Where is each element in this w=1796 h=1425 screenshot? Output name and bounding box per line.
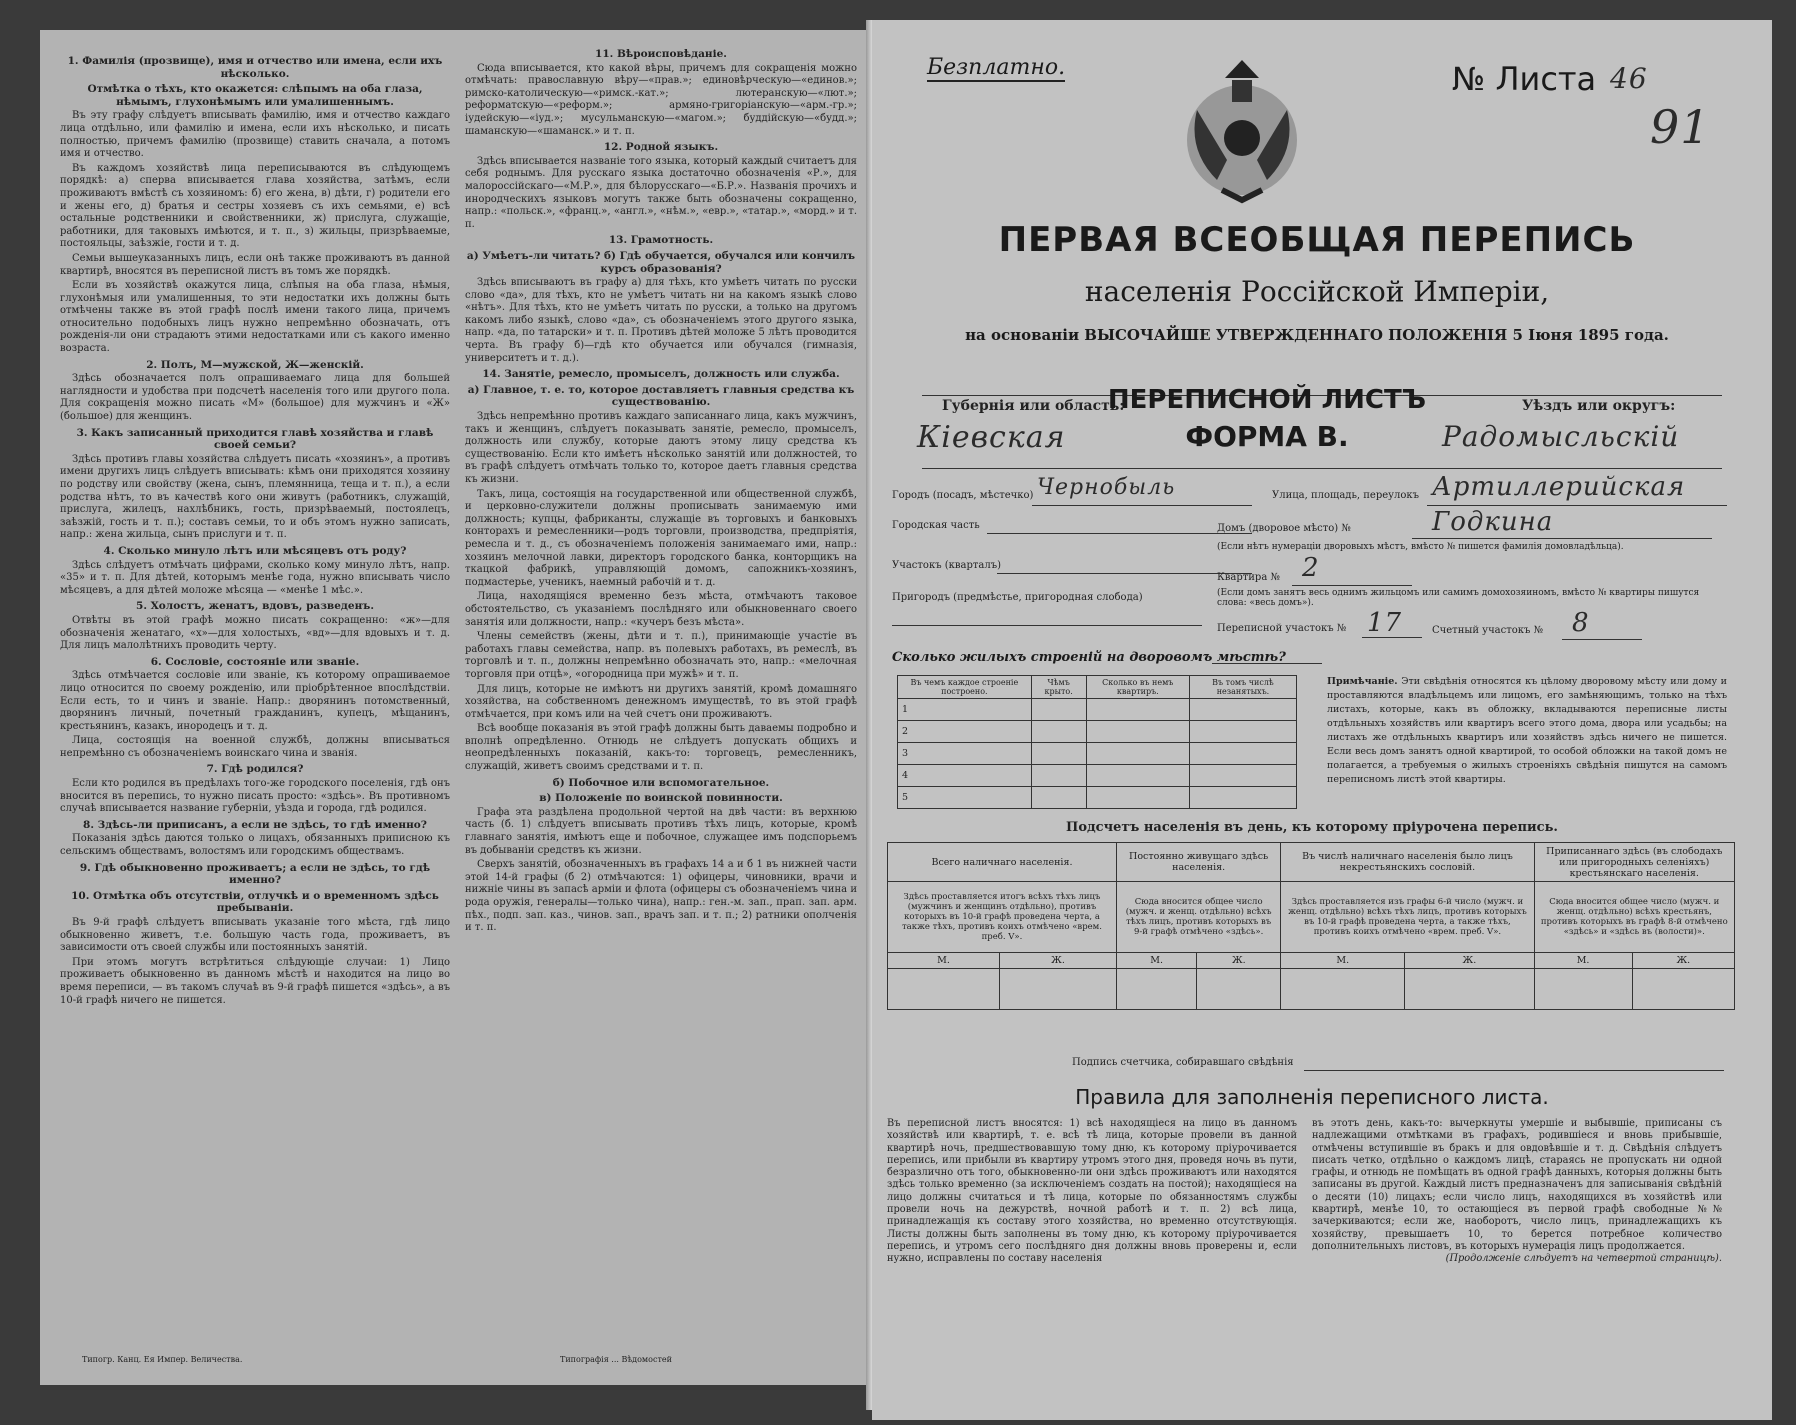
rules-column-2 (1312, 1118, 1722, 1368)
printer-imprint-right: Типографія ... Вѣдомостей (560, 1355, 672, 1364)
instruction-heading: 4. Сколько минуло лѣтъ или мѣсяцевъ отъ роду? (103, 544, 407, 557)
count-header: Всего наличнаго населенія. (888, 843, 1117, 882)
city-line (1032, 505, 1252, 506)
note-label: Примѣчаніе. (1327, 676, 1398, 687)
instruction-heading: 9. Гдѣ обыкновенно проживаетъ; а если не здѣсь, то гдѣ именно? (79, 861, 431, 887)
district-line (997, 573, 1252, 574)
instruction-heading: 2. Полъ, М—мужской, Ж—женскій. (146, 358, 364, 371)
instruction-heading: 14. Занятіе, ремесло, промыселъ, должность или служба. (482, 368, 840, 381)
district-label: Участокъ (кварталъ) (892, 560, 1001, 571)
buildings-row (898, 699, 1297, 721)
sheet-number-label: № Листа (1452, 60, 1597, 98)
count-description: Сюда вносится общее число (мужч. и женщ. отдѣльно) всѣхъ тѣхъ лицъ, противъ которыхъ въ 9-й графѣ отмѣчено «здѣсь». (1116, 882, 1280, 953)
counting-district-line (1562, 639, 1642, 640)
buildings-header: Чѣмъ крыто. (1031, 676, 1086, 699)
census-subtitle: населенія Россійской Имперіи, (1084, 275, 1550, 308)
female-column-label: Ж. (1405, 953, 1534, 969)
count-header: Въ числѣ наличнаго населенія было лицъ некрестьянскихъ сословій. (1281, 843, 1534, 882)
signature-label: Подпись счетчика, собиравшаго свѣдѣнія (1072, 1057, 1294, 1068)
buildings-cell[interactable] (1031, 765, 1086, 787)
apartment-label: Квартира № (1217, 572, 1280, 583)
instruction-paragraph: Показанія здѣсь даются только о лицахъ, обязанныхъ приписною къ сельскимъ обществамъ, волостямъ или городскимъ обществамъ. (60, 833, 450, 858)
instruction-paragraph: Въ эту графу слѣдуетъ вписывать фамилію, имя и отчество каждаго лица отдѣльно, или фамилію и имена, если ихъ нѣсколько, и писать полностью, причемъ фамилію (прозвище) ставить сначала, а потомъ имя и отчество. (60, 110, 450, 160)
instruction-paragraph: Здѣсь отмѣчается сословіе или званіе, къ которому опрашиваемое лицо относится по своему рожденію, или пріобрѣтенное впослѣдствіи. Если есть, то и чинъ и званіе. Напр.: дворянинъ потомственный, дворянинъ личный, почетный гражданинъ, купецъ, мѣщанинъ, крестьянинъ, казакъ, инородецъ и т. д. (60, 670, 450, 732)
buildings-row (898, 721, 1297, 743)
buildings-cell[interactable] (1031, 787, 1086, 809)
count-input-cell[interactable] (1000, 969, 1117, 1010)
instruction-paragraph: Такъ, лица, состоящія на государственной или общественной службѣ, и церковно-служители должны прописывать занимаемую ими должность; купцы, фабриканты, служащіе въ торговыхъ и банковыхъ конторахъ и ремесленники—родъ торговли, производства, предпріятія, ремесла и т. д., съ обозначеніемъ положенія занимаемаго ими, напр.: хозяинъ мелочной лавки, директоръ городского банка, конторщикъ на ткацкой фабрикѣ, управляющій домомъ, сапожникъ-хозяинъ, подмастерье, ученикъ, наемный рабочій и т. д. (465, 488, 857, 588)
instruction-paragraph: Для лицъ, которые не имѣютъ ни другихъ занятій, кромѣ домашняго хозяйства, на собственномъ денежномъ имуществѣ, то въ этой графѣ отмѣчается, при комъ или на чей счетъ они проживаютъ. (465, 683, 857, 720)
instruction-paragraph: Сюда вписывается, кто какой вѣры, причемъ для сокращенія можно отмѣчать: православную вѣру—«прав.»; единовѣрческую—«единов.»; римско-католическую—«римск.-кат.»; лютеранскую—«лют.»; реформатскую—«реформ.»; армяно-григоріанскую—«арм.-гр.»; іудейскую—«іуд.»; мусульманскую—«магом.»; буддійскую—«будд.»; шаманскую—«шаманск.» и т. п. (465, 62, 857, 137)
instruction-paragraph: Сверхъ занятій, обозначенныхъ въ графахъ 14 а и б 1 въ нижней части этой 14-й графы (б 2) отмѣчаются: 1) офицеры, чиновники, врачи и нижніе чины въ запасѣ арміи и флота (офицеры съ обозначеніемъ чина и рода оружія, генералы—только чина), напр.: ген.-м. зап., прап. зап. арм. пѣх., подп. зап. каз., чинов. зап., врачъ зап. и т. п.; 2) ратники ополченія и т. п. (465, 859, 857, 934)
buildings-cell[interactable] (1189, 765, 1296, 787)
count-input-cell[interactable] (1281, 969, 1405, 1010)
instruction-heading: б) Побочное или вспомогательное. (552, 776, 770, 789)
instruction-paragraph: Если въ хозяйствѣ окажутся лица, слѣпыя на оба глаза, нѣмыя, глухонѣмыя или умалишенныя, то эти недостатки ихъ должны быть отмѣчены также въ этой графѣ послѣ имени такого лица, причемъ относительно подобныхъ лицъ нужно непремѣнно обозначать, отъ рожденія-ли они страдаютъ этими недостатками или съ какого именно возраста. (60, 280, 450, 355)
buildings-row (898, 743, 1297, 765)
male-column-label: М. (888, 953, 1000, 969)
instruction-paragraph: Графа эта раздѣлена продольной чертой на двѣ части: въ верхнюю часть (б. 1) слѣдуетъ вписывать противъ тѣхъ лицъ, которые, кромѣ главнаго занятія, имѣютъ еще и побочное, служащее имъ подспорьемъ въ добываніи средствъ къ жизни. (465, 806, 857, 856)
right-page (872, 20, 1772, 1420)
gubernia-label: Губернія или область: (942, 398, 1125, 414)
archive-folio-number: 91 (1650, 100, 1711, 154)
census-district-label: Переписной участокъ № (1217, 623, 1347, 634)
buildings-cell[interactable] (1031, 743, 1086, 765)
header-rule-bottom (922, 468, 1722, 469)
rules-title: Правила для заполненія переписного листа. (1075, 1085, 1549, 1109)
buildings-row-number[interactable]: 3 (898, 743, 1032, 765)
part-label: Городская часть (892, 520, 980, 531)
buildings-cell[interactable] (1086, 765, 1189, 787)
male-column-label: М. (1116, 953, 1196, 969)
apartment-value: 2 (1302, 553, 1320, 583)
buildings-header: Въ томъ числѣ незанятыхъ. (1189, 676, 1296, 699)
buildings-cell[interactable] (1086, 721, 1189, 743)
instruction-heading: 12. Родной языкъ. (603, 141, 719, 154)
buildings-row-number[interactable]: 2 (898, 721, 1032, 743)
buildings-cell[interactable] (1189, 787, 1296, 809)
buildings-note (1327, 675, 1727, 787)
buildings-cell[interactable] (1086, 787, 1189, 809)
count-input-cell[interactable] (888, 969, 1000, 1010)
buildings-row (898, 787, 1297, 809)
note-text: Эти свѣдѣнія относятся къ цѣлому дворовому мѣсту или дому и проставляются владѣльцемъ или лицомъ, его замѣняющимъ, только на тѣхъ листахъ, которые, какъ въ обложку, вкладываются переписные листы отдѣльныхъ хозяйствъ или квартиръ всего этого дома, двора или усадьбы; на листахъ же отдѣльныхъ квартиръ или хозяйствъ здѣсь ничего не пишется. Если весь домъ занятъ одной квартирой, то особой обложки на такой домъ не полагается, а требуемыя о жилыхъ строеніяхъ свѣдѣнія пишутся на самомъ переписномъ листѣ этой квартиры. (1327, 676, 1727, 785)
instruction-paragraph: Здѣсь противъ главы хозяйства слѣдуетъ писать «хозяинъ», а противъ имени другихъ лицъ слѣдуетъ вписывать: кѣмъ они приходятся хозяину по родству или свойству (жена, сынъ, племянница, теща и т. п.), а если родства нѣтъ, то въ качествѣ кого они живутъ (работникъ, служащій, прислуга, жилецъ, нахлѣбникъ, гость, призрѣваемый, постоялецъ, заѣзжій, гость и т. п.); составъ семьи, то и объ этомъ нужно записать, напр.: жена жильца, сынъ прислуги и т. п. (60, 453, 450, 541)
city-label: Городъ (посадъ, мѣстечко) (892, 490, 1034, 501)
buildings-row-number[interactable]: 4 (898, 765, 1032, 787)
instruction-heading: 11. Вѣроисповѣданіе. (595, 48, 727, 60)
count-input-cell[interactable] (1405, 969, 1534, 1010)
part-line (987, 533, 1252, 534)
buildings-cell[interactable] (1031, 699, 1086, 721)
instruction-paragraph: Въ 9-й графѣ слѣдуетъ вписывать указаніе того мѣста, гдѣ лицо обыкновенно живетъ, т.е. большую часть года, проживаетъ, въ зависимости отъ своей службы или постоянныхъ занятій. (60, 917, 450, 954)
count-header: Приписаннаго здѣсь (въ слободахъ или пригородныхъ селеніяхъ) крестьянскаго населенія. (1534, 843, 1734, 882)
instruction-paragraph: Лица, находящіяся временно безъ мѣста, отмѣчаютъ таковое обстоятельство, съ указаніемъ послѣдняго или обыкновеннаго своего занятія или должности, напр.: «кучеръ безъ мѣста». (465, 591, 857, 628)
instruction-paragraph: Члены семействъ (жены, дѣти и т. п.), принимающіе участіе въ работахъ главы семейства, напр. въ полевыхъ работахъ, въ ремеслѣ, въ торговлѣ и т. п., должны непремѣнно обозначать это, напр.: «мелочная торговля при отцѣ», «огородница при мужѣ» и т. п. (465, 631, 857, 680)
female-column-label: Ж. (1000, 953, 1117, 969)
census-title: ПЕРВАЯ ВСЕОБЩАЯ ПЕРЕПИСЬ (998, 220, 1636, 260)
instruction-heading: 7. Гдѣ родился? (206, 763, 304, 776)
count-header: Постоянно живущаго здѣсь населенія. (1116, 843, 1280, 882)
instruction-paragraph: Здѣсь слѣдуетъ отмѣчать цифрами, сколько кому минуло лѣтъ, напр. «35» и т. п. Для дѣтей, которымъ менѣе года, нужно вписывать число мѣсяцевъ, а для дѣтей моложе мѣсяца — «менѣе 1 мѣс.». (60, 559, 450, 596)
count-input-cell[interactable] (1632, 969, 1734, 1010)
suburb-label: Пригородъ (предмѣстье, пригородная слобода) (892, 592, 1143, 603)
count-input-cell[interactable] (1534, 969, 1632, 1010)
instruction-paragraph: Здѣсь непремѣнно противъ каждаго записаннаго лица, какъ мужчинъ, такъ и женщинъ, слѣдуетъ показывать занятіе, ремесло, промыселъ, должность или службу, которые даютъ этому лицу средства къ существованію. Если кто имѣетъ нѣсколько занятій или должностей, то въ графѣ слѣдуетъ отмѣчать только то, которое даетъ главныя средства къ жизни. (465, 411, 857, 485)
instruction-paragraph: Лица, состоящія на военной службѣ, должны вписываться непремѣнно съ обозначеніемъ воинскаго чина и званія. (60, 735, 450, 759)
uezd-value: Радомысльскій (1442, 420, 1680, 453)
instruction-heading: а) Главное, т. е. то, которое доставляетъ главныя средства къ существованію. (467, 383, 855, 409)
instruction-heading: а) Умѣетъ-ли читать? б) Гдѣ обучается, обучался или кончилъ курсъ образованія? (466, 249, 856, 275)
count-description: Здѣсь проставляется изъ графы 6-й число (мужч. и женщ. отдѣльно) всѣхъ тѣхъ лицъ, противъ которыхъ въ 10-й графѣ проведена черта, а также тѣхъ, противъ коихъ отмѣчено «врем. преб. V». (1281, 882, 1534, 953)
printer-imprint-left: Типогр. Канц. Ея Импер. Величества. (82, 1355, 243, 1364)
counting-district-label: Счетный участокъ № (1432, 625, 1544, 636)
signature-line (1304, 1070, 1724, 1071)
buildings-row-number[interactable]: 1 (898, 699, 1032, 721)
buildings-cell[interactable] (1189, 699, 1296, 721)
census-district-value: 17 (1367, 608, 1403, 638)
instruction-heading: Отмѣтка о тѣхъ, кто окажется: слѣпымъ на оба глаза, нѣмымъ, глухонѣмымъ или умалишеннымъ. (87, 83, 423, 108)
buildings-cell[interactable] (1189, 743, 1296, 765)
rules-continued: (Продолженіе слѣдуетъ на четвертой страницѣ). (1445, 1253, 1722, 1265)
instruction-paragraph: Въ каждомъ хозяйствѣ лица переписываются въ слѣдующемъ порядкѣ: а) сперва вписывается глава хозяйства, затѣмъ, если проживаютъ вмѣстѣ съ хозяиномъ: б) его жена, в) дѣти, г) родители его и жены его, д) братья и сестры хозяевъ съ ихъ семьями, е) всѣ остальные родственники и свойственники, ж) прислуга, служащіе, работники, для таковыхъ имѣются, и т. п., з) жильцы, призрѣваемые, постояльцы, заѣзжіе, гости и т. д. (60, 162, 450, 250)
gubernia-value: Кіевская (917, 420, 1066, 455)
buildings-cell[interactable] (1189, 721, 1296, 743)
buildings-line (1212, 663, 1322, 664)
instruction-heading: в) Положеніе по воинской повинности. (539, 792, 783, 805)
buildings-table (897, 675, 1297, 809)
house-label: Домъ (дворовое мѣсто) № (1217, 523, 1351, 534)
female-column-label: Ж. (1632, 953, 1734, 969)
sheet-number-value: 46 (1610, 62, 1648, 95)
instruction-paragraph: Если кто родился въ предѣлахъ того-же городского поселенія, гдѣ онъ вносится въ перепись, то нужно писать просто: «здѣсь». Въ противномъ случаѣ вписывается название губерніи, уѣзда и города, гдѣ родился. (60, 778, 450, 815)
census-district-line (1362, 637, 1422, 638)
street-value: Артиллерийская (1432, 472, 1686, 502)
count-input-cell[interactable] (1116, 969, 1196, 1010)
buildings-row (898, 765, 1297, 787)
left-page (40, 30, 872, 1385)
instruction-paragraph: Здѣсь обозначается полъ опрашиваемаго лица для большей наглядности и удобства при подсчетѣ населенія того или другого пола. Для сокращенія можно писать «М» (большое) для мужчинъ и «Ж» (большое) для женщинъ. (60, 373, 450, 423)
suburb-line (892, 625, 1202, 626)
free-label: Безплатно. (927, 55, 1066, 80)
instructions-column-2 (465, 45, 857, 1350)
street-line (1427, 505, 1727, 506)
instruction-heading: 6. Сословіе, состояніе или званіе. (150, 655, 360, 668)
house-value: Годкина (1432, 507, 1554, 537)
instruction-paragraph: Здѣсь вписываютъ въ графу а) для тѣхъ, кто умѣетъ читать по русски слово «да», для тѣхъ, кто не умѣетъ читать ни на какомъ языкѣ слово «нѣтъ». Для тѣхъ, кто не умѣетъ читать по русски, а только на другомъ какомъ либо языкѣ, слово «да», съ обозначеніемъ этого другого языка, напр. «да, по татарски» и т. п. Противъ дѣтей моложе 5 лѣтъ проводится черта. Въ графу б)—гдѣ кто обучается или обучался (гимназія, университетъ и т. д.). (465, 277, 857, 364)
male-column-label: М. (1281, 953, 1405, 969)
rules-text-2: въ этотъ день, какъ-то: вычеркнуты умершіе и выбывшіе, приписаны съ надлежащими отмѣтками въ графахъ, родившіеся и вновь прибывшіе, отмѣчены вступившіе въ бракъ и для овдовѣвшіе и т. д. Свѣдѣнія слѣдуетъ писать четко, отдѣльно о каждомъ лицѣ, стараясь не пропускать ни одной графы, и отнюдь не помѣщать въ одной графѣ данныхъ, которыя должны быть записаны въ другой. Каждый листъ предназначенъ для записыванія свѣдѣній о десяти (10) лицахъ; если число лицъ, находящихся въ хозяйствѣ или квартирѣ, менѣе 10, то остающіеся въ первой графѣ свободные №№ зачеркиваются; если же, наоборотъ, число лицъ, принадлежащихъ къ хозяйству, превышаетъ 10, то берется потребное количество дополнительныхъ листовъ, въ которыхъ нумерація лицъ продолжается. (1312, 1118, 1722, 1252)
instruction-heading: 13. Грамотность. (608, 234, 714, 247)
city-value: Чернобыль (1037, 475, 1176, 500)
buildings-header: Въ чемъ каждое строеніе построено. (898, 676, 1032, 699)
form-name: ФОРМА В. (1185, 420, 1349, 453)
buildings-cell[interactable] (1086, 743, 1189, 765)
imperial-eagle-emblem (1177, 50, 1307, 210)
street-label: Улица, площадь, переулокъ (1272, 490, 1420, 501)
count-input-cell[interactable] (1197, 969, 1281, 1010)
form-title: ПЕРЕПИСНОЙ ЛИСТЪ (1107, 385, 1427, 415)
instruction-heading: 3. Какъ записанный приходится главѣ хозяйства и главѣ своей семьи? (76, 426, 434, 452)
uezd-label: Уѣздъ или округъ: (1522, 398, 1676, 414)
population-count-table (887, 842, 1735, 1010)
instructions-column-1 (60, 52, 450, 1347)
instruction-heading: 1. Фамилія (прозвище), имя и отчество или имена, если ихъ нѣсколько. (67, 55, 443, 80)
buildings-cell[interactable] (1031, 721, 1086, 743)
count-title: Подсчетъ населенія въ день, къ которому пріурочена перепись. (1066, 820, 1558, 835)
apartment-note: (Если домъ занятъ весь однимъ жильцомъ или самимъ домохозяиномъ, вмѣсто № квартиры пишутся слова: «весь домъ»). (1217, 588, 1700, 608)
instruction-paragraph: Здѣсь вписывается названіе того языка, который каждый считаетъ для себя роднымъ. Для русскаго языка достаточно обозначенія «Р.», для малороссійскаго—«М.Р.», для бѣлорусскаго—«Б.Р.». Названія прочихъ и инородческихъ языковъ могутъ также быть обозначены сокращенно, напр.: «польск.», «франц.», «англ.», «нѣм.», «евр.», «татар.», «морд.» и т. п. (465, 155, 857, 230)
house-note: (Если нѣтъ нумераціи дворовыхъ мѣстъ, вмѣсто № пишется фамилія домовладѣльца). (1217, 542, 1624, 552)
census-basis: на основаніи ВЫСОЧАЙШЕ УТВЕРЖДЕННАГО ПОЛОЖЕНІЯ 5 Іюня 1895 года. (965, 326, 1669, 344)
count-description: Здѣсь проставляется итогъ всѣхъ тѣхъ лицъ (мужчинъ и женщинъ отдѣльно), противъ которыхъ въ 10-й графѣ проведена черта, а также тѣхъ, противъ коихъ отмѣчено «врем. преб. V». (888, 882, 1117, 953)
instruction-heading: 5. Холостъ, женатъ, вдовъ, разведенъ. (136, 600, 374, 613)
house-line (1412, 538, 1712, 539)
rules-column-1: Въ переписной листъ вносятся: 1) всѣ находящіеся на лицо въ данномъ хозяйствѣ или квартирѣ, т. е. всѣ тѣ лица, которые провели въ данной квартирѣ ночь, предшествовавшую тому дню, къ которому пріурочивается перепись, или прибыли въ квартиру утромъ этого дня, проведя ночь въ пути, безразлично отъ того, обыкновенно-ли они здѣсь проживаютъ или находятся здѣсь только временно (за исключеніемъ создать на постой); находящіеся на лицо должны считаться и тѣ лица, которые по обязанностямъ службы провели ночь на дежурствѣ, ночной работѣ и т. п. 2) всѣ лица, принадлежащія къ составу этого хозяйства, но временно отсутствующія. Листы должны быть заполнены въ тому дню, къ которому пріурочивается перепись, и утромъ сего послѣдняго дня должны вновь проверены и, если нужно, исправлены по составу населенія (887, 1118, 1297, 1265)
instruction-paragraph: Отвѣты въ этой графѣ можно писать сокращенно: «ж»—для обозначенія женатаго, «х»—для холостыхъ, «вд»—для вдовыхъ и т. д. Для лицъ малолѣтнихъ проводить черту. (60, 614, 450, 652)
buildings-header: Сколько въ немъ квартиръ. (1086, 676, 1189, 699)
count-description: Сюда вносится общее число (мужч. и женщ. отдѣльно) всѣхъ крестьянъ, противъ которыхъ въ графѣ 8-й отмѣчено «здѣсь» и «здѣсь въ (волости)». (1534, 882, 1734, 953)
instruction-paragraph: Всѣ вообще показанія въ этой графѣ должны быть даваемы подробно и вполнѣ опредѣленно. Отнюдь не слѣдуетъ допускать общихъ и неопредѣленныхъ показаній, какъ-то: торговецъ, ремесленникъ, служащій, живетъ своимъ средствами и т. п. (465, 723, 857, 773)
instruction-paragraph: Семьи вышеуказанныхъ лицъ, если онѣ также проживаютъ въ данной квартирѣ, вносятся въ переписной листъ въ томъ же порядкѣ. (60, 252, 450, 277)
instruction-paragraph: При этомъ могутъ встрѣтиться слѣдующіе случаи: 1) Лицо проживаетъ обыкновенно въ данномъ мѣстѣ и находится на лицо во время переписи, — въ такомъ случаѣ въ 9-й графѣ пишется «здѣсь», а въ 10-й графѣ ничего не пишется. (60, 956, 450, 1006)
counting-district-value: 8 (1572, 608, 1590, 638)
buildings-question: Сколько жилыхъ строеній на дворовомъ мѣстѣ? (892, 650, 1286, 665)
buildings-row-number[interactable]: 5 (898, 787, 1032, 809)
buildings-cell[interactable] (1086, 699, 1189, 721)
female-column-label: Ж. (1197, 953, 1281, 969)
apartment-line (1292, 585, 1412, 586)
male-column-label: М. (1534, 953, 1632, 969)
instruction-heading: 8. Здѣсь-ли приписанъ, а если не здѣсь, то гдѣ именно? (83, 818, 427, 831)
instruction-heading: 10. Отмѣтка объ отсутствіи, отлучкѣ и о временномъ здѣсь пребываніи. (71, 889, 439, 915)
